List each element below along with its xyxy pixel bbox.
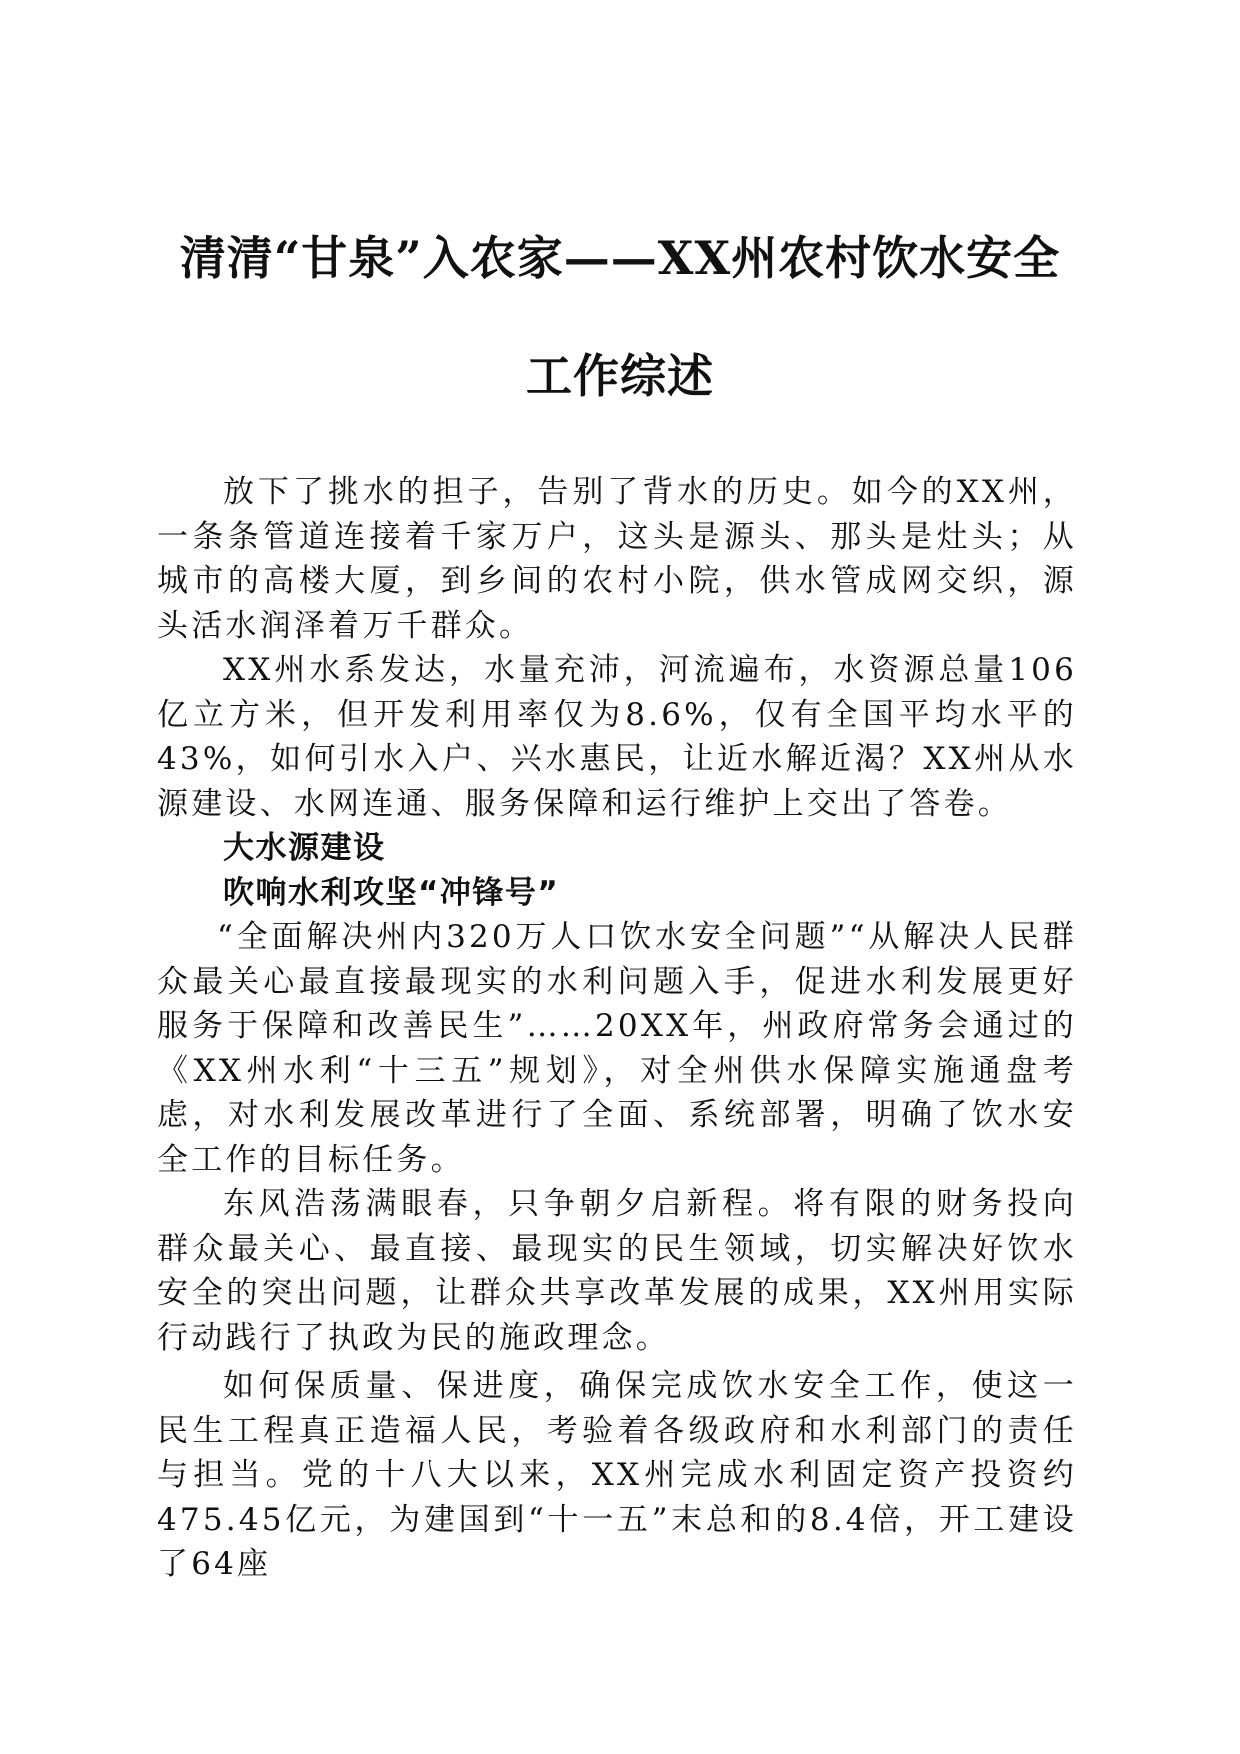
section-heading: 大水源建设 [223, 830, 386, 866]
paragraph: 如何保质量、保进度，确保完成饮水安全工作，使这一民生工程真正造福人民，考验着各级政府和水利部门的责任与担当。党的十八大以来，XX州完成水利固定资产投资约475.45亿元，为建国到“十一五”末总和的8.4倍，开工建设了64座 [157, 1368, 1077, 1582]
paragraph: 放下了挑水的担子，告别了背水的历史。如今的XX州，一条条管道连接着千家万户，这头是源头、那头是灶头；从城市的高楼大厦，到乡间的农村小院，供水管成网交织，源头活水润泽着万千群众。 [157, 474, 1077, 644]
body-text [157, 470, 1077, 1587]
paragraph: XX州水系发达，水量充沛，河流遍布，水资源总量106亿立方米，但开发利用率仅为8.6%，仅有全国平均水平的43%，如何引水入户、兴水惠民，让近水解近渴？XX州从水源建设、水网连通、服务保障和运行维护上交出了答卷。 [157, 652, 1077, 822]
title-line-2: 工作综述 [526, 349, 714, 403]
section-subheading: 吹响水利攻坚“冲锋号” [223, 874, 560, 911]
paragraph: 东风浩荡满眼春，只争朝夕启新程。将有限的财务投向群众最关心、最直接、最现实的民生领域，切实解决好饮水安全的突出问题，让群众共享改革发展的成果，XX州用实际行动践行了执政为民的施政理念。 [157, 1186, 1077, 1356]
title-line-1: 清清“甘泉”入农家——XX州农村饮水安全 [179, 231, 1061, 285]
paragraph: “全面解决州内320万人口饮水安全问题”“从解决人民群众最关心最直接最现实的水利问题入手，促进水利发展更好服务于保障和改善民生”……20XX年，州政府常务会通过的《XX州水利“十三五”规划》，对全州供水保障实施通盘考虑，对水利发展改革进行了全面、系统部署，明确了饮水安全工作的目标任务。 [157, 919, 1077, 1178]
